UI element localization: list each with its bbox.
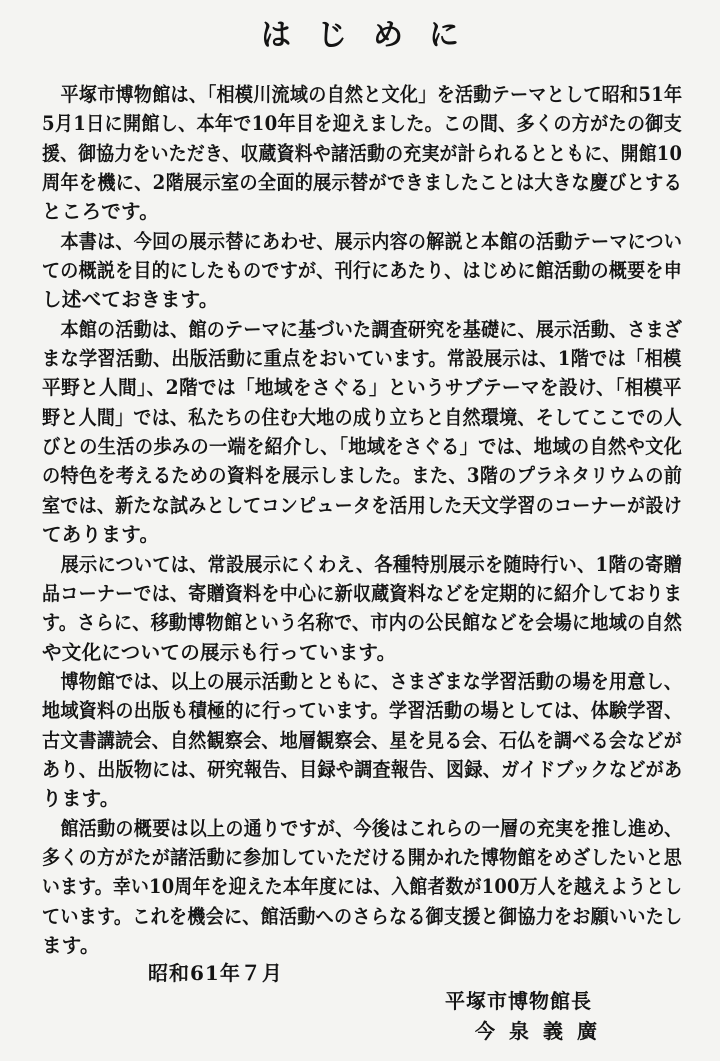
paragraph — [42, 814, 682, 961]
paragraph — [42, 227, 682, 315]
text-line: の特色を考えるための資料を展示しました。また、3階のプラネタリウムの前 — [42, 464, 683, 488]
text-line: 博物館では、以上の展示活動とともに、さまざまな学習活動の場を用意し、 — [60, 669, 683, 693]
signature-block — [445, 986, 611, 1046]
text-line: あり、出版物には、研究報告、目録や調査報告、図録、ガイドブックなどがあ — [42, 757, 683, 781]
text-line: 本館の活動は、館のテーマに基づいた調査研究を基礎に、展示活動、さまざ — [60, 317, 683, 341]
text-line: 平塚市博物館は、「相模川流域の自然と文化」を活動テーマとして昭和51年 — [60, 83, 683, 106]
page-title: はじめに — [261, 18, 485, 53]
text-line: ところです。 — [42, 200, 160, 224]
text-line: 野と人間」では、私たちの住む大地の成り立ちと自然環境、そしてここでの人 — [42, 405, 682, 429]
text-line: す。さらに、移動博物館という名称で、市内の公民館などを会場に地域の自然 — [42, 611, 683, 635]
date-line: 昭和61年７月 — [148, 961, 283, 985]
text-line: ています。これを機会に、館活動へのさらなる御支援と御協力をお願いいたし — [42, 904, 683, 928]
text-line: ます。 — [42, 933, 100, 957]
paragraph — [42, 80, 682, 227]
text-line: 援、御協力をいただき、収蔵資料や諸活動の充実が計られるとともに、開館10 — [42, 141, 683, 165]
text-line: 5月1日に開館し、本年で10年目を迎えました。この間、多くの方がたの御支 — [42, 112, 683, 136]
text-line: 周年を機に、2階展示室の全面的展示替ができましたことは大きな慶びとする — [42, 171, 683, 195]
text-line: や文化についての展示も行っています。 — [42, 640, 397, 664]
text-line: 平野と人間」、2階では「地域をさぐる」というサブテーマを設け、「相模平 — [42, 376, 682, 400]
text-line: てあります。 — [42, 523, 160, 547]
text-line: います。幸い10周年を迎えた本年度には、入館者数が100万人を越えようとし — [42, 875, 683, 899]
body-text — [42, 80, 682, 960]
text-line: 古文書講読会、自然観察会、地層観察会、星を見る会、石仏を調べる会などが — [42, 728, 682, 752]
text-line: 室では、新たな試みとしてコンピュータを活用した天文学習のコーナーが設け — [42, 493, 682, 517]
text-line: 地域資料の出版も積極的に行っています。学習活動の場としては、体験学習、 — [42, 699, 683, 723]
text-line: し述べておきます。 — [42, 288, 219, 312]
paragraph — [42, 667, 682, 814]
text-line: びとの生活の歩みの一端を紹介し、「地域をさぐる」では、地域の自然や文化 — [42, 435, 683, 459]
text-line: まな学習活動、出版活動に重点をおいています。常設展示は、1階では「相模 — [42, 347, 682, 371]
text-line: ります。 — [42, 787, 120, 811]
signature-name: 今泉義廣 — [475, 1019, 611, 1043]
paragraph — [42, 315, 682, 550]
text-line: 多くの方がたが諸活動に参加していただける開かれた博物館をめざしたいと思 — [42, 845, 682, 869]
paragraph — [42, 550, 682, 667]
signature-organization: 平塚市博物館長 — [445, 989, 592, 1013]
text-line: ての概説を目的にしたものですが、刊行にあたり、はじめに館活動の概要を申 — [42, 259, 682, 283]
text-line: 展示については、常設展示にくわえ、各種特別展示を随時行い、1階の寄贈 — [60, 552, 683, 576]
text-line: 本書は、今回の展示替にあわせ、展示内容の解説と本館の活動テーマについ — [60, 229, 683, 253]
text-line: 品コーナーでは、寄贈資料を中心に新収蔵資料などを定期的に紹介しておりま — [42, 581, 682, 605]
text-line: 館活動の概要は以上の通りですが、今後はこれらの一層の充実を推し進め、 — [60, 816, 683, 840]
